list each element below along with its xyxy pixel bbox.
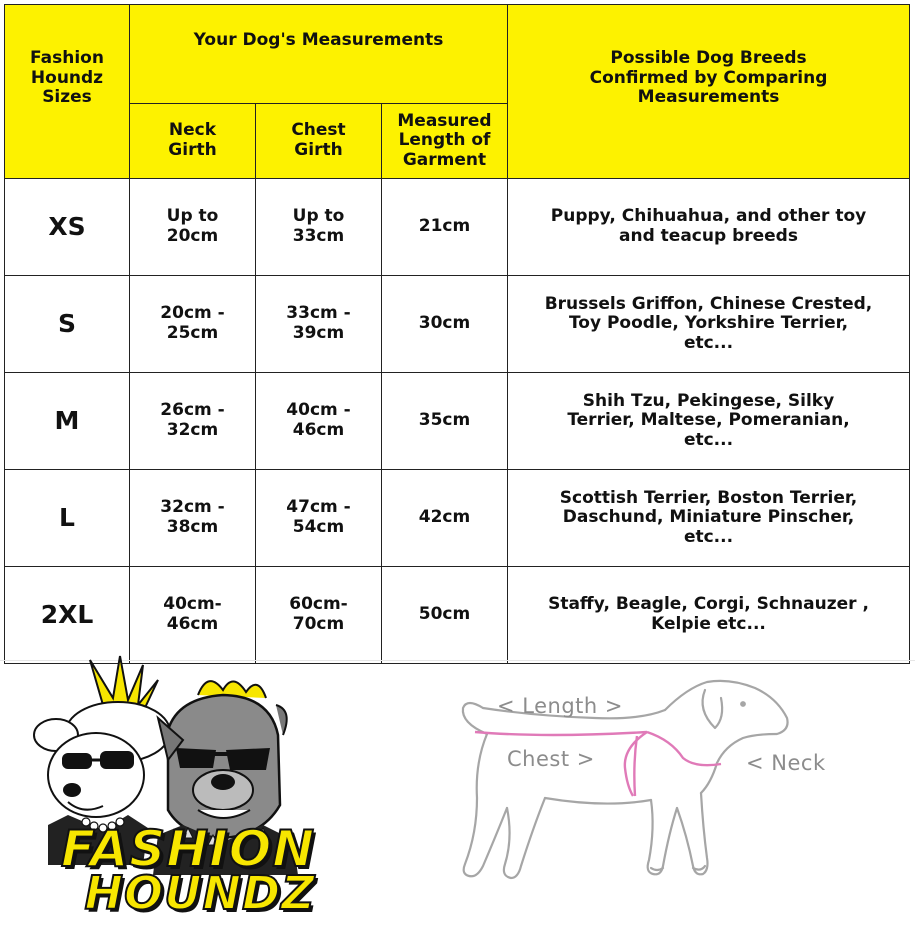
length-cell: 35cm bbox=[382, 373, 508, 470]
size-cell: 2XL bbox=[5, 567, 130, 664]
chest-cell: 60cm- 70cm bbox=[256, 567, 382, 664]
neck-cell: 26cm - 32cm bbox=[130, 373, 256, 470]
chest-cell: 33cm - 39cm bbox=[256, 276, 382, 373]
header-possible-breeds: Possible Dog Breeds Confirmed by Comparing Measurements bbox=[508, 5, 910, 179]
header-garment-length: Measured Length of Garment bbox=[382, 104, 508, 179]
size-chart-table bbox=[4, 4, 910, 664]
breeds-cell: Brussels Griffon, Chinese Crested, Toy Poodle, Yorkshire Terrier, etc... bbox=[508, 276, 910, 373]
chest-cell: Up to 33cm bbox=[256, 179, 382, 276]
neck-label: < Neck bbox=[746, 751, 826, 775]
chest-label: Chest > bbox=[507, 747, 595, 771]
header-neck-girth: Neck Girth bbox=[130, 104, 256, 179]
header-brand-sizes: Fashion Houndz Sizes bbox=[5, 5, 130, 179]
breeds-cell: Puppy, Chihuahua, and other toy and teacup breeds bbox=[508, 179, 910, 276]
length-cell: 50cm bbox=[382, 567, 508, 664]
breeds-cell: Shih Tzu, Pekingese, Silky Terrier, Maltese, Pomeranian, etc... bbox=[508, 373, 910, 470]
table-row bbox=[5, 470, 910, 567]
size-cell: M bbox=[5, 373, 130, 470]
dog-measurement-diagram bbox=[425, 668, 895, 928]
logo-text-fashion: FASHION bbox=[60, 820, 316, 878]
header-your-dogs-measurements: Your Dog's Measurements bbox=[130, 5, 508, 104]
length-cell: 21cm bbox=[382, 179, 508, 276]
table-row bbox=[5, 567, 910, 664]
table-row bbox=[5, 373, 910, 470]
neck-cell: 20cm - 25cm bbox=[130, 276, 256, 373]
size-cell: XS bbox=[5, 179, 130, 276]
table-row bbox=[5, 276, 910, 373]
length-cell: 42cm bbox=[382, 470, 508, 567]
neck-cell: 40cm- 46cm bbox=[130, 567, 256, 664]
neck-cell: Up to 20cm bbox=[130, 179, 256, 276]
breeds-cell: Staffy, Beagle, Corgi, Schnauzer , Kelpie etc... bbox=[508, 567, 910, 664]
table-row bbox=[5, 179, 910, 276]
size-cell: L bbox=[5, 470, 130, 567]
neck-cell: 32cm - 38cm bbox=[130, 470, 256, 567]
length-label: < Length > bbox=[497, 694, 623, 718]
logo-text-houndz: HOUNDZ bbox=[84, 866, 316, 920]
chest-cell: 40cm - 46cm bbox=[256, 373, 382, 470]
breeds-cell: Scottish Terrier, Boston Terrier, Daschund, Miniature Pinscher, etc... bbox=[508, 470, 910, 567]
chest-cell: 47cm - 54cm bbox=[256, 470, 382, 567]
header-chest-girth: Chest Girth bbox=[256, 104, 382, 179]
length-cell: 30cm bbox=[382, 276, 508, 373]
size-cell: S bbox=[5, 276, 130, 373]
